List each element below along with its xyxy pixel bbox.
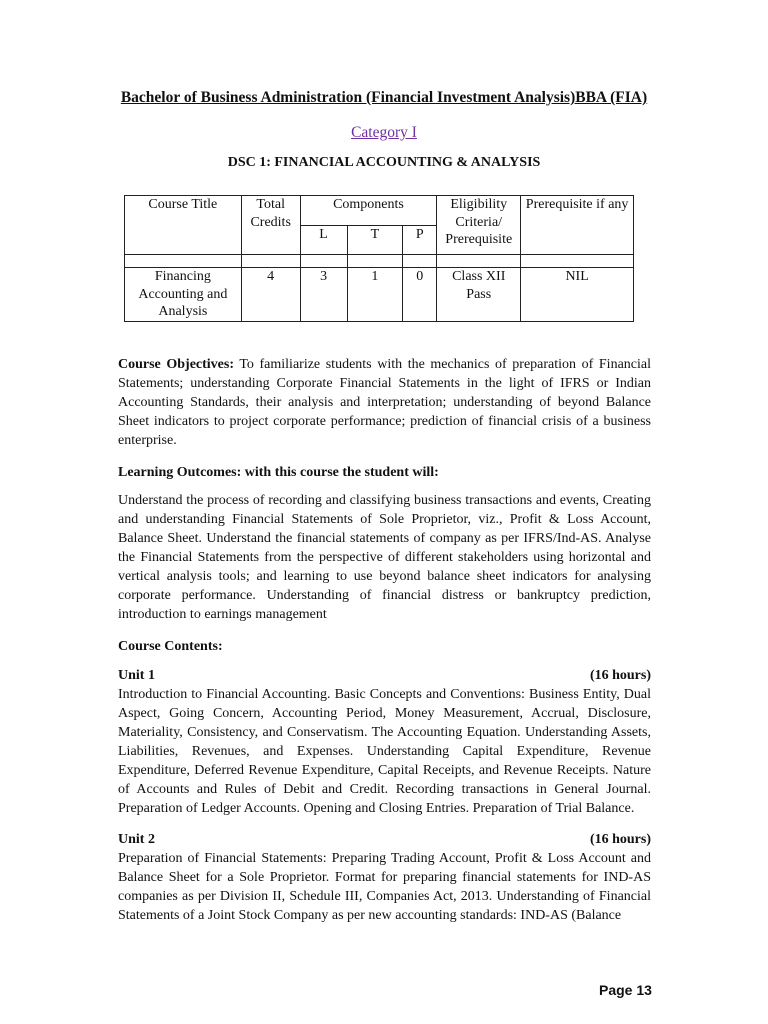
header-l: L bbox=[300, 225, 347, 255]
unit-1-section bbox=[118, 666, 651, 818]
header-p: P bbox=[403, 225, 437, 255]
objectives-label: Course Objectives: bbox=[118, 357, 235, 372]
objectives-text: To familiarize students with the mechanics of preparation of Financial Statements; understanding Corporate Financial Statements in the light of IFRS or Indian Accounting Standards, their analysis and interpretation; understanding of beyond Balance Sheet indicators to project corporate performance; prediction of financial crisis of a business enterprise. bbox=[118, 357, 651, 448]
cell-t: 1 bbox=[347, 268, 403, 322]
unit-1-header bbox=[118, 666, 651, 685]
course-details-table bbox=[124, 195, 634, 322]
cell-p: 0 bbox=[403, 268, 437, 322]
category-heading: Category I bbox=[351, 124, 417, 141]
unit-1-name: Unit 1 bbox=[118, 668, 155, 683]
header-course-title: Course Title bbox=[125, 196, 242, 255]
unit-2-header bbox=[118, 830, 651, 849]
cell-eligibility: Class XII Pass bbox=[437, 268, 521, 322]
header-eligibility: Eligibility Criteria/ Prerequisite bbox=[437, 196, 521, 255]
cell-prerequisite: NIL bbox=[521, 268, 634, 322]
cell-l: 3 bbox=[300, 268, 347, 322]
document-title: Bachelor of Business Administration (Financial Investment Analysis)BBA (FIA) bbox=[120, 89, 648, 106]
unit-2-text: Preparation of Financial Statements: Preparing Trading Account, Profit & Loss Account and Balance Sheet for a Sole Proprietor. Format for preparing financial statements for IND-AS companies as per Division II, Schedule III, Companies Act, 2013. Understanding of Financial Statements of a Joint Stock Company as per new accounting standards: IND-AS (Balance bbox=[118, 851, 651, 923]
header-components: Components bbox=[300, 196, 437, 226]
cell-total-credits: 4 bbox=[241, 268, 300, 322]
header-prerequisite: Prerequisite if any bbox=[521, 196, 634, 255]
unit-1-hours: (16 hours) bbox=[589, 668, 651, 683]
unit-2-section bbox=[118, 830, 651, 925]
table-spacer-row bbox=[125, 255, 634, 268]
unit-2-name: Unit 2 bbox=[118, 832, 155, 847]
table-row bbox=[125, 268, 634, 322]
paper-title: DSC 1: FINANCIAL ACCOUNTING & ANALYSIS bbox=[227, 155, 541, 170]
course-contents-heading: Course Contents: bbox=[118, 639, 223, 654]
header-t: T bbox=[347, 225, 403, 255]
header-total-credits: Total Credits bbox=[241, 196, 300, 255]
course-objectives bbox=[118, 355, 651, 450]
unit-2-hours: (16 hours) bbox=[589, 832, 651, 847]
learning-outcomes-text: Understand the process of recording and classifying business transactions and events, Creating and understanding Financial Statements of Sole Proprietor, viz., Profit & Loss Account, Balance Sheet. Understand the financial statements of company as per IFRS/Ind-AS. Analyse the Financial Statements from the perspective of different stakeholders using horizontal and vertical analysis tools; and learning to use beyond balance sheet indicators for analysing corporate performance. Understanding of financial distress or bankruptcy prediction, introduction to earnings management bbox=[118, 493, 651, 622]
unit-1-text: Introduction to Financial Accounting. Basic Concepts and Conventions: Business Entity, Dual Aspect, Going Concern, Accounting Period, Money Measurement, Accrual, Disclosure, Materiality, Consistency, and Conservatism. The Accounting Equation. Understanding Assets, Liabilities, Revenues, and Expenses. Understanding Capital Expenditure, Revenue Expenditure, Deferred Revenue Expenditure, Capital Receipts, and Revenue Receipts. Nature of Accounts and Rules of Debit and Credit. Recording transactions in General Journal. Preparation of Ledger Accounts. Opening and Closing Entries. Preparation of Trial Balance. bbox=[118, 687, 651, 816]
table-header-row bbox=[125, 196, 634, 226]
page-number: Page 13 bbox=[599, 982, 652, 998]
learning-outcomes-heading: Learning Outcomes: with this course the student will: bbox=[118, 465, 439, 480]
cell-course-title: Financing Accounting and Analysis bbox=[125, 268, 242, 322]
